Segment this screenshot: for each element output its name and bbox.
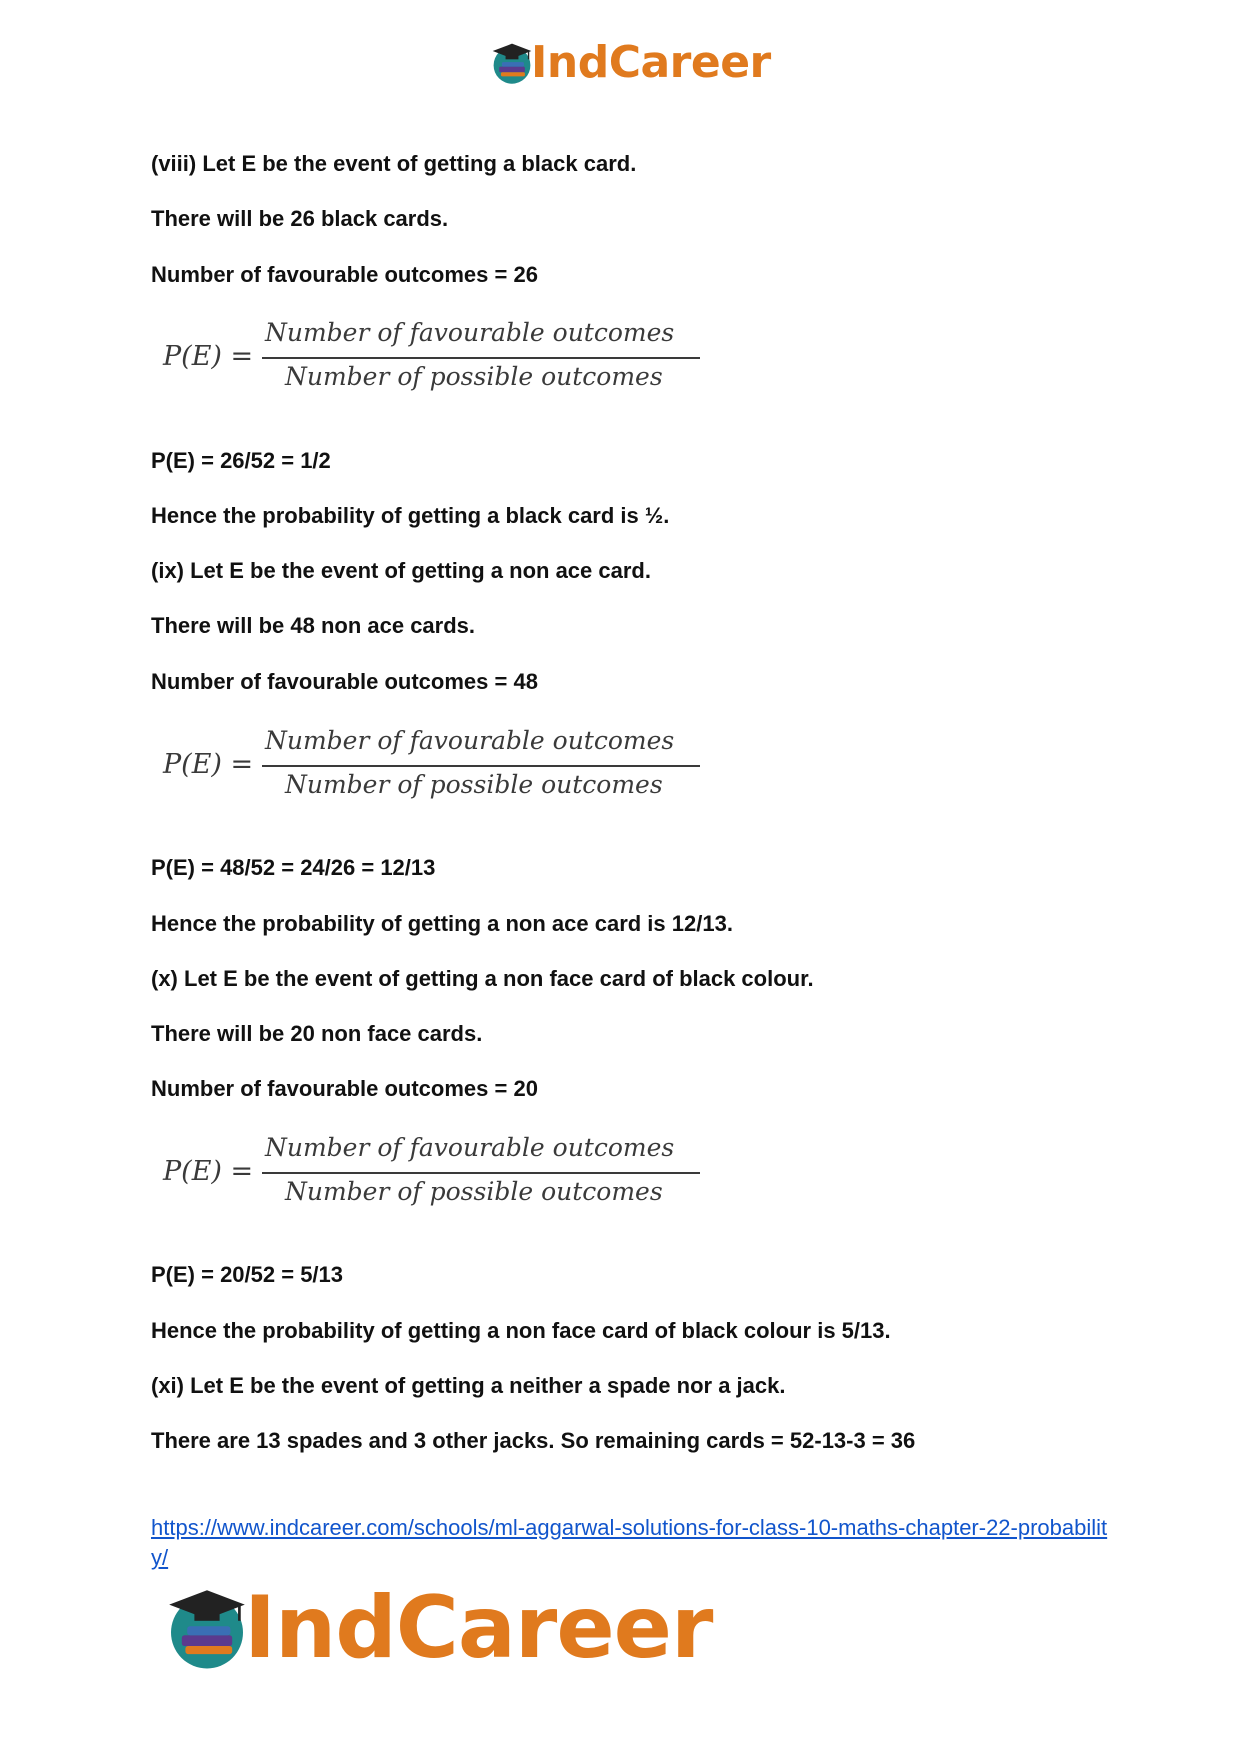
formula-numerator: Number of favourable outcomes (265, 318, 675, 347)
text-line: Hence the probability of getting a black card is ½. (151, 503, 670, 528)
logo-wordmark: IndCareer (244, 1578, 713, 1678)
probability-formula (160, 1133, 700, 1223)
formula-denominator: Number of possible outcomes (285, 770, 663, 799)
formula-numerator: Number of favourable outcomes (265, 1133, 675, 1162)
fraction-bar (262, 357, 700, 359)
text-line: (xi) Let E be the event of getting a neither a spade nor a jack. (151, 1373, 786, 1398)
fraction-bar (262, 1172, 700, 1174)
formula-lhs: P(E) = (163, 1156, 254, 1187)
formula-denominator: Number of possible outcomes (285, 1177, 663, 1206)
text-line: Hence the probability of getting a non ace card is 12/13. (151, 911, 733, 936)
text-line: (x) Let E be the event of getting a non face card of black colour. (151, 966, 814, 991)
text-line: Number of favourable outcomes = 48 (151, 669, 538, 694)
formula-lhs: P(E) = (163, 749, 254, 780)
text-line: P(E) = 48/52 = 24/26 = 12/13 (151, 855, 436, 880)
formula-lhs: P(E) = (163, 341, 254, 372)
probability-formula (160, 318, 700, 408)
text-line: Number of favourable outcomes = 20 (151, 1076, 538, 1101)
text-line: Number of favourable outcomes = 26 (151, 262, 538, 287)
text-line: (ix) Let E be the event of getting a non ace card. (151, 558, 651, 583)
text-line: There will be 26 black cards. (151, 206, 449, 231)
text-line: There will be 20 non face cards. (151, 1021, 483, 1046)
probability-formula (160, 726, 700, 816)
formula-denominator: Number of possible outcomes (285, 362, 663, 391)
graduation-cap-icon (489, 40, 535, 86)
header-logo (489, 37, 771, 88)
formula-numerator: Number of favourable outcomes (265, 726, 675, 755)
footer-logo (162, 1578, 713, 1678)
text-line: P(E) = 26/52 = 1/2 (151, 448, 331, 473)
graduation-cap-icon (162, 1583, 252, 1673)
text-line: Hence the probability of getting a non face card of black colour is 5/13. (151, 1318, 891, 1343)
text-line: (viii) Let E be the event of getting a black card. (151, 151, 637, 176)
text-line: There are 13 spades and 3 other jacks. So remaining cards = 52-13-3 = 36 (151, 1428, 916, 1453)
source-link[interactable]: https://www.indcareer.com/schools/ml-aggarwal-solutions-for-class-10-maths-chapter-22-probability/ (151, 1515, 1108, 1570)
fraction-bar (262, 765, 700, 767)
logo-wordmark: IndCareer (531, 37, 771, 88)
text-line: P(E) = 20/52 = 5/13 (151, 1262, 344, 1287)
text-line: There will be 48 non ace cards. (151, 613, 476, 638)
